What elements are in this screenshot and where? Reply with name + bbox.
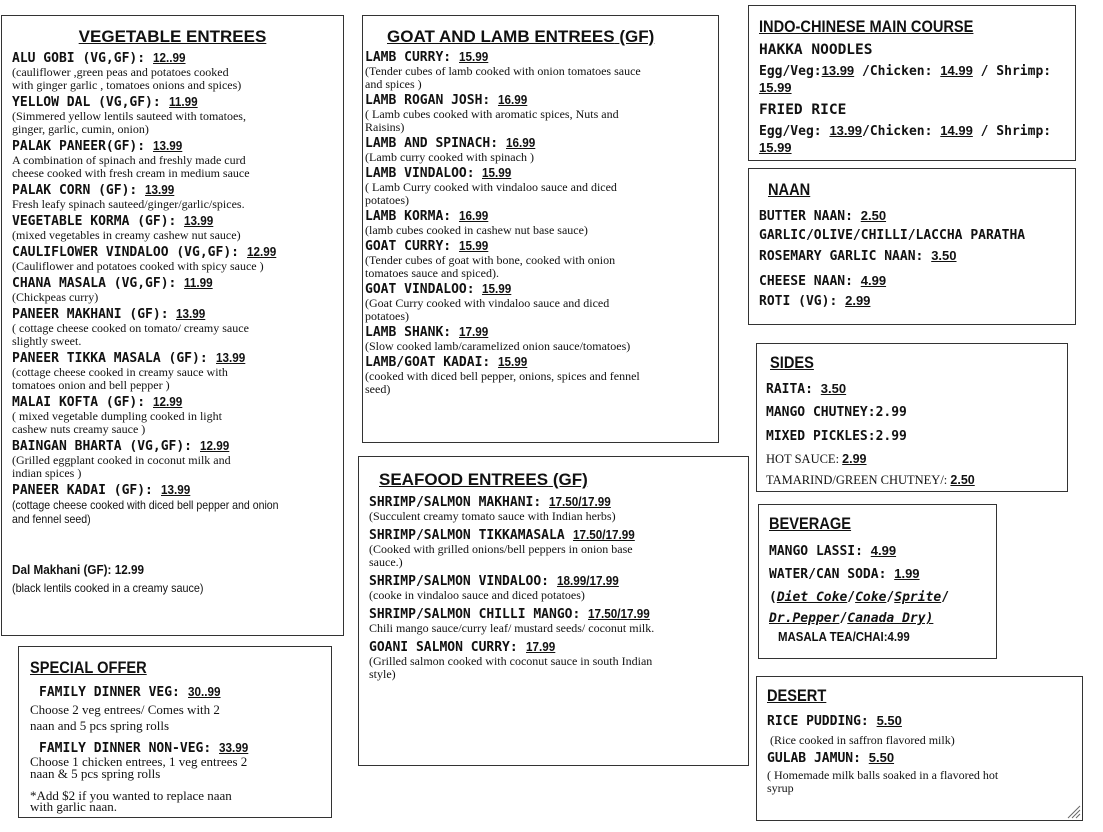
seafood-item [369,494,747,523]
beverage-title: BEVERAGE [769,514,852,533]
seafood-item-label: GOANI SALMON CURRY: [369,640,518,655]
sides-title: SIDES [770,353,814,372]
raita-row [766,381,846,397]
soda-sep: / [847,590,856,605]
goat-lamb-item-price: 15.99 [482,281,512,296]
goat-lamb-item-price: 15.99 [482,165,512,180]
special-offer-section [18,646,332,818]
naan-item-price: 2.50 [860,208,887,223]
vegetable-item [12,306,342,348]
family-dinner-nonveg-price: 33.99 [219,740,249,755]
seafood-section [358,456,749,766]
vegetable-item [12,138,342,180]
family-dinner-veg-price: 30..99 [187,684,221,699]
vegetable-item-desc: slightly sweet. [12,334,82,348]
vegetable-item [12,182,342,211]
seafood-item-desc: (Grilled salmon cooked with coconut sauce in south Indian [369,654,653,668]
vegetable-item-name [12,350,342,366]
goat-lamb-item-desc: (Lamb curry cooked with spinach ) [365,150,534,164]
goat-lamb-item-price: 15.99 [458,238,489,253]
seafood-item-price: 17.50/17.99 [588,606,650,621]
vegetable-item-desc: ( cottage cheese cooked on tomato/ creamy sauce [12,321,249,335]
goat-lamb-item-name [365,92,715,108]
goat-lamb-item-label: LAMB/GOAT KADAI: [365,355,491,370]
family-dinner-nonveg-desc [30,756,247,780]
goat-lamb-item-label: LAMB SHANK: [365,325,452,340]
special-offer-note-line: with garlic naan. [30,799,117,814]
seafood-item-list [369,494,747,685]
seafood-item-label: SHRIMP/SALMON MAKHANI: [369,495,542,510]
vegetable-item-price: 11.99 [168,94,198,109]
family-dinner-veg-name: FAMILY DINNER VEG: [39,685,180,700]
indo-chinese-title: INDO-CHINESE MAIN COURSE [759,17,974,36]
goat-lamb-item-desc: Raisins) [365,120,405,134]
goat-lamb-item-name [365,281,715,297]
vegetable-item-desc: (Grilled eggplant cooked in coconut milk and [12,453,231,467]
seafood-item-desc: Chili mango sauce/curry leaf/ mustard seeds/ coconut milk. [369,621,655,635]
vegetable-item-desc: tomatoes onion and bell pepper ) [12,378,170,392]
vegetable-item-desc: (mixed vegetables in creamy cashew nut sauce) [12,228,241,242]
rice-pudding-row [767,713,902,729]
hakka-noodles-label: HAKKA NOODLES [759,42,873,58]
hakka-egg-price: 13.99 [821,63,855,78]
indo-chinese-section [748,5,1076,161]
seafood-title [379,470,588,490]
vegetable-item-label: PANEER KADAI (GF): [12,483,153,498]
family-dinner-veg-desc-line: Choose 2 veg entrees/ Comes with 2 [30,702,220,717]
vegetable-item-label: PALAK PANEER(GF): [12,139,146,154]
goat-lamb-item-desc: potatoes) [365,193,409,207]
hakka-egg-label: Egg/Veg: [759,64,822,79]
soda-open-paren: ( [769,590,777,605]
vegetable-item-desc: with ginger garlic , tomatoes onions and spices) [12,78,242,92]
special-offer-title: SPECIAL OFFER [30,658,147,677]
vegetable-item-label: BAINGAN BHARTA (VG,GF): [12,439,193,454]
goat-lamb-item [365,354,715,396]
goat-lamb-item-price: 16.99 [458,208,489,223]
naan-item-label: GARLIC/OLIVE/CHILLI/LACCHA PARATHA [759,228,1026,243]
goat-lamb-item-desc: (lamb cubes cooked in cashew nut base sauce) [365,223,588,237]
soda-sep: / [886,590,895,605]
goat-lamb-item [365,165,715,207]
mango-lassi-row [769,543,896,559]
seafood-item-name [369,527,747,543]
seafood-item [369,573,747,602]
vegetable-item-name [12,306,342,322]
soda-sprite: Sprite [894,590,942,605]
naan-title: NAAN [768,180,811,199]
goat-lamb-title [387,27,654,47]
vegetable-item-label: MALAI KOFTA (GF): [12,395,146,410]
sides-section [756,343,1068,492]
special-offer-note [30,790,232,812]
vegetable-item-price: 12.99 [199,438,230,453]
vegetable-item-name [12,138,342,154]
goat-lamb-item [365,238,715,280]
goat-lamb-item-desc: (Slow cooked lamb/caramelized onion sauce/tomatoes) [365,339,631,353]
naan-item-label: BUTTER NAAN: [759,209,853,224]
vegetable-item-name [12,244,342,260]
rice-pudding-price: 5.50 [876,713,902,728]
goat-lamb-item-desc: (Goat Curry cooked with vindaloo sauce and diced [365,296,610,310]
gulab-jamun-desc-line: syrup [767,781,794,795]
vegetable-item-label: PANEER MAKHANI (GF): [12,307,169,322]
vegetable-item-label: VEGETABLE KORMA (GF): [12,214,177,229]
goat-lamb-item [365,92,715,134]
rice-chicken-price: 14.99 [940,123,973,138]
hakka-chicken-price: 14.99 [940,63,973,78]
vegetable-item-name [12,275,342,291]
special-offer-note-line: *Add $2 if you wanted to replace naan [30,788,232,803]
vegetable-item-price: 12.99 [152,394,183,409]
naan-item [759,271,1073,291]
rice-egg-label: Egg/Veg: [759,124,822,139]
vegetable-item-price: 13.99 [152,138,183,153]
seafood-item-name [369,494,747,510]
goat-lamb-item-name [365,49,715,65]
vegetable-item [12,394,342,436]
goat-lamb-item-label: GOAT VINDALOO: [365,282,475,297]
vegetable-item-desc: (cottage cheese cooked in creamy sauce with [12,365,228,379]
vegetable-item-desc: ginger, garlic, cumin, onion) [12,122,149,136]
naan-item-label: ROSEMARY GARLIC NAAN: [759,249,924,264]
vegetable-item-price: 13.99 [176,306,206,321]
family-dinner-nonveg-name: FAMILY DINNER NON-VEG: [39,741,212,756]
seafood-item-desc: sauce.) [369,555,403,569]
vegetable-item-price: 13.99 [184,213,214,228]
seafood-item-name [369,639,747,655]
soda-coke: Coke [855,590,887,605]
gulab-jamun-desc [767,769,998,795]
naan-item [759,291,1073,311]
vegetable-item [12,275,342,304]
soda-sep: / [839,611,848,626]
fried-rice-prices [759,123,1059,157]
beverage-section [758,504,997,659]
seafood-item [369,527,747,569]
water-soda-price: 1.99 [894,566,920,581]
rice-shrimp-price: 15.99 [759,140,792,155]
rice-shrimp-label: / Shrimp: [972,124,1052,139]
tamarind-price: 2.50 [950,473,975,487]
vegetable-item-name [12,50,342,66]
raita-price: 3.50 [820,381,847,396]
goat-lamb-item-desc: (cooked with diced bell pepper, onions, spices and fennel [365,369,640,383]
hakka-chicken-label: /Chicken: [854,64,933,79]
vegetable-item-desc: (cottage cheese cooked with diced bell pepper and onion [12,498,279,512]
rice-chicken-label: /Chicken: [862,124,933,139]
goat-lamb-item-price: 17.99 [458,324,489,339]
tamarind-label: TAMARIND/GREEN CHUTNEY/: [766,473,948,487]
goat-lamb-item-name [365,354,715,370]
goat-lamb-item-label: GOAT CURRY: [365,239,452,254]
hakka-shrimp-price: 15.99 [759,80,792,95]
vegetable-item-name [12,94,342,110]
vegetable-item [12,94,342,136]
vegetable-item-name [12,482,342,498]
desert-section [756,676,1083,821]
vegetable-item [12,213,342,242]
masala-chai-row: MASALA TEA/CHAI:4.99 [778,629,910,644]
vegetable-item-price: 13.99 [160,482,191,497]
naan-item [759,206,1073,226]
goat-lamb-gf: (GF) [619,27,655,46]
seafood-title-text: SEAFOOD ENTREES [379,470,549,489]
naan-item-label: CHEESE NAAN: [759,274,853,289]
rice-pudding-desc: (Rice cooked in saffron flavored milk) [767,733,955,747]
goat-lamb-item [365,49,715,91]
family-dinner-nonveg-desc-line: naan & 5 pcs spring rolls [30,766,161,781]
goat-lamb-item-desc: (Tender cubes of goat with bone, cooked with onion [365,253,616,267]
goat-lamb-item-label: LAMB VINDALOO: [365,166,475,181]
gulab-jamun-row [767,750,894,766]
water-soda-row [769,566,920,582]
seafood-item-name [369,606,747,622]
vegetable-item-price: 13.99 [215,350,245,365]
naan-item-price: 4.99 [860,273,887,288]
seafood-item-label: SHRIMP/SALMON CHILLI MANGO: [369,607,581,622]
hakka-noodles-prices [759,63,1059,97]
vegetable-item-desc: (Simmered yellow lentils sauteed with tomatoes, [12,109,246,123]
gulab-jamun-price: 5.50 [868,750,895,765]
vegetable-item [12,350,342,392]
seafood-item-label: SHRIMP/SALMON VINDALOO: [369,574,550,589]
mango-lassi-price: 4.99 [870,543,897,558]
vegetable-entrees-title: VEGETABLE ENTREES [78,27,267,46]
seafood-item-desc: (cooke in vindaloo sauce and diced potatoes) [369,588,585,602]
vegetable-item-price: 12.99 [246,244,277,259]
rice-pudding-label: RICE PUDDING: [767,714,869,729]
goat-lamb-title-text: GOAT AND LAMB ENTREES [387,27,615,46]
gulab-jamun-desc-line: ( Homemade milk balls soaked in a flavored hot [767,768,999,782]
goat-lamb-item-name [365,208,715,224]
desert-title: DESERT [767,686,827,705]
naan-item-price: 2.99 [845,293,871,308]
goat-lamb-item-desc: ( Lamb Curry cooked with vindaloo sauce and diced [365,180,617,194]
vegetable-item-price: 13.99 [145,182,175,197]
naan-item-label: ROTI (VG): [759,294,838,309]
goat-lamb-item-desc: (Tender cubes of lamb cooked with onion tomatoes sauce [365,64,641,78]
goat-lamb-item-price: 15.99 [498,354,528,369]
seafood-item-name [369,573,747,589]
seafood-item-desc: (Succulent creamy tomato sauce with Indian herbs) [369,509,616,523]
vegetable-item-desc: indian spices ) [12,466,82,480]
hot-sauce-label: HOT SAUCE: [766,452,840,466]
naan-section [748,168,1076,325]
goat-lamb-item-label: LAMB AND SPINACH: [365,136,499,151]
family-dinner-veg-desc-line: naan and 5 pcs spring rolls [30,718,170,733]
goat-lamb-item-desc: potatoes) [365,309,409,323]
hakka-shrimp-label: / Shrimp: [972,64,1052,79]
vegetable-item-label: PANEER TIKKA MASALA (GF): [12,351,208,366]
goat-lamb-item-label: LAMB ROGAN JOSH: [365,93,491,108]
fried-rice-label: FRIED RICE [759,102,847,118]
vegetable-item [12,438,342,480]
naan-item-list [759,206,1073,311]
goat-lamb-item-name [365,238,715,254]
vegetable-item [12,482,342,526]
seafood-item-desc: (Cooked with grilled onions/bell peppers in onion base [369,542,633,556]
soda-dr-pepper: Dr.Pepper [769,611,840,626]
goat-lamb-item-name [365,135,715,151]
mango-lassi-label: MANGO LASSI: [769,544,863,559]
vegetable-item-label: YELLOW DAL (VG,GF): [12,95,161,110]
vegetable-item-list [12,50,342,528]
goat-lamb-item-name [365,324,715,340]
vegetable-item-name [12,438,342,454]
vegetable-item-desc: and fennel seed) [12,512,91,526]
goat-lamb-item [365,135,715,164]
goat-lamb-item [365,281,715,323]
vegetable-item-name [12,182,342,198]
soda-sep: / [941,590,950,605]
goat-lamb-item [365,324,715,353]
vegetable-item [12,244,342,273]
vegetable-item-desc: cashew nuts creamy sauce ) [12,422,146,436]
goat-lamb-item-list [365,49,715,397]
goat-lamb-item-name [365,165,715,181]
vegetable-item-desc: ( mixed vegetable dumpling cooked in light [12,409,222,423]
resize-grip-icon [1065,803,1081,819]
hot-sauce-price: 2.99 [842,452,867,466]
vegetable-item-desc: A combination of spinach and freshly made curd [12,153,246,167]
seafood-item [369,606,747,635]
tamarind-row [766,473,975,488]
vegetable-item-price: 12..99 [152,50,186,65]
seafood-item-price: 17.50/17.99 [572,527,635,542]
vegetable-entrees-section [1,15,344,636]
mango-chutney-row: MANGO CHUTNEY:2.99 [766,405,907,420]
rice-egg-price: 13.99 [829,123,862,138]
family-dinner-veg [39,684,224,700]
naan-item-price: 3.50 [931,248,957,263]
goat-lamb-item-label: LAMB KORMA: [365,209,452,224]
family-dinner-veg-desc [30,702,220,734]
hot-sauce-row [766,452,867,467]
mixed-pickles-row: MIXED PICKLES:2.99 [766,429,907,444]
soda-options [769,587,949,629]
raita-label: RAITA: [766,382,813,397]
vegetable-item-desc: (Chickpeas curry) [12,290,99,304]
vegetable-item-desc: (cauliflower ,green peas and potatoes cooked [12,65,229,79]
vegetable-item-name [12,213,342,229]
seafood-item-desc: style) [369,667,396,681]
goat-lamb-item-price: 16.99 [505,135,536,150]
soda-diet-coke: Diet Coke [776,590,848,605]
goat-lamb-item [365,208,715,237]
family-dinner-nonveg-desc-line: Choose 1 chicken entrees, 1 veg entrees 2 [30,754,248,769]
vegetable-item-desc: (Cauliflower and potatoes cooked with spicy sauce ) [12,259,264,273]
seafood-item-price: 18.99/17.99 [556,573,619,588]
seafood-item-label: SHRIMP/SALMON TIKKAMASALA [369,528,565,543]
goat-lamb-item-desc: tomatoes sauce and spiced). [365,266,499,280]
seafood-item-price: 17.50/17.99 [549,494,611,509]
vegetable-item-desc: Fresh leafy spinach sauteed/ginger/garlic/spices. [12,197,245,211]
vegetable-item-label: ALU GOBI (VG,GF): [12,51,146,66]
goat-lamb-item-desc: seed) [365,382,391,396]
seafood-gf: (GF) [552,470,588,489]
goat-lamb-section [362,15,719,443]
dal-makhani-name: Dal Makhani (GF): 12.99 [12,562,144,577]
dal-makhani-desc: (black lentils cooked in a creamy sauce) [12,581,204,595]
goat-lamb-item-label: LAMB CURRY: [365,50,452,65]
seafood-item-price: 17.99 [525,639,555,654]
goat-lamb-item-price: 16.99 [498,92,528,107]
vegetable-item-label: CHANA MASALA (VG,GF): [12,276,177,291]
vegetable-item-desc: cheese cooked with fresh cream in medium sauce [12,166,250,180]
vegetable-item-label: PALAK CORN (GF): [12,183,138,198]
water-soda-label: WATER/CAN SODA: [769,567,887,582]
goat-lamb-item-price: 15.99 [458,49,489,64]
gulab-jamun-label: GULAB JAMUN: [767,751,861,766]
vegetable-item [12,50,342,92]
goat-lamb-item-desc: and spices ) [365,77,422,91]
naan-item [759,226,1073,246]
goat-lamb-item-desc: ( Lamb cubes cooked with aromatic spices, Nuts and [365,107,619,121]
naan-item [759,246,1073,266]
vegetable-item-label: CAULIFLOWER VINDALOO (VG,GF): [12,245,239,260]
seafood-item [369,639,747,681]
vegetable-item-price: 11.99 [184,275,213,290]
soda-canada-dry: Canada Dry) [847,611,934,626]
vegetable-item-name [12,394,342,410]
